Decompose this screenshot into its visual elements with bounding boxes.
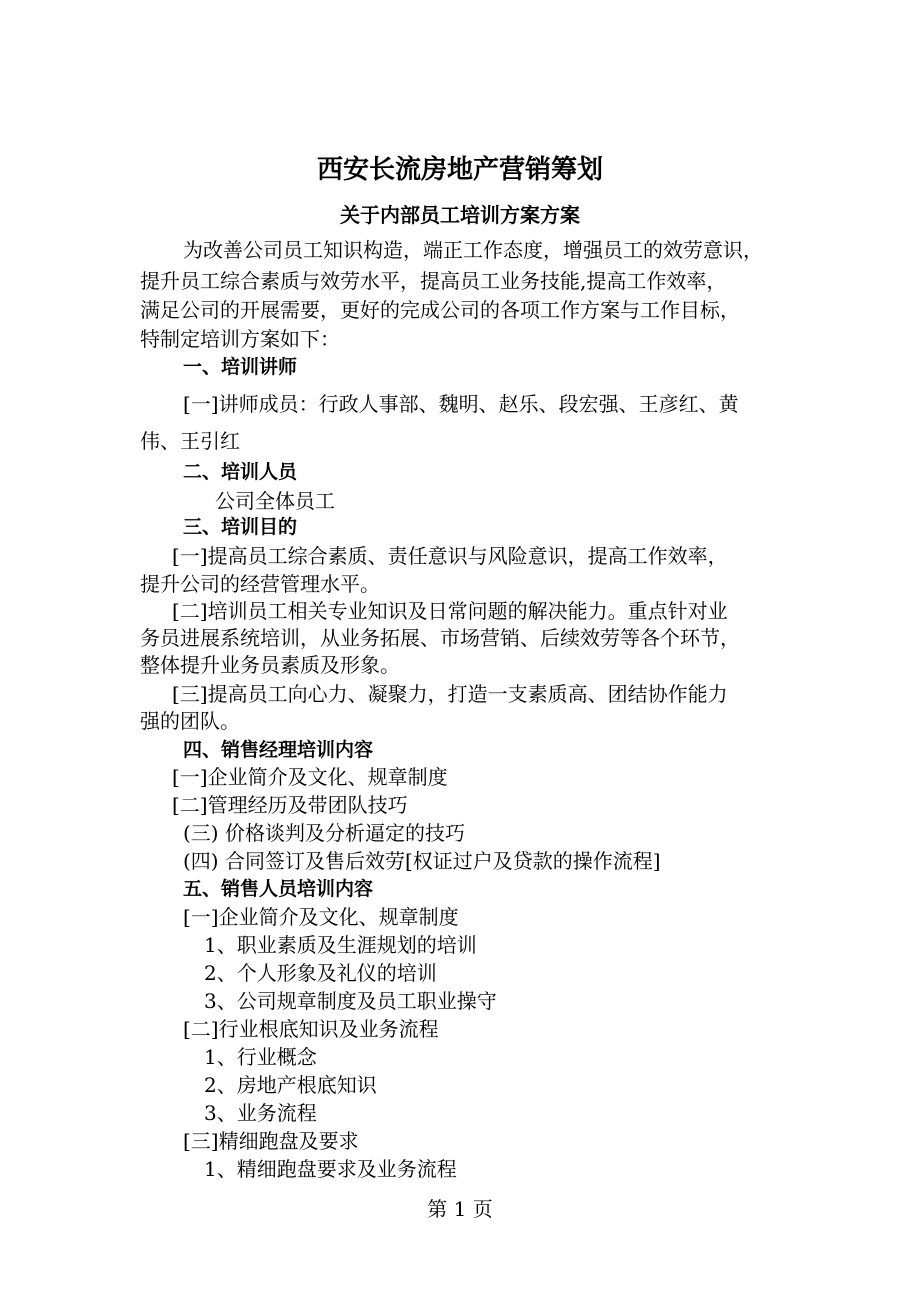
section-line: 公司全体员工 [215, 489, 335, 513]
section-line: 2、个人形象及礼仪的培训 [204, 961, 437, 985]
section-line: 强的团队。 [140, 709, 240, 733]
section-line: [三]精细跑盘及要求 [183, 1129, 359, 1153]
intro-line: 特制定培训方案如下： [140, 327, 340, 351]
document-subtitle: 关于内部员工培训方案方案 [340, 203, 580, 227]
section-heading-sales-training: 五、销售人员培训内容 [183, 878, 374, 900]
section-line: 提升公司的经营管理水平。 [140, 572, 380, 596]
section-heading-purpose: 三、培训目的 [183, 516, 298, 538]
section-line: 1、精细跑盘要求及业务流程 [204, 1157, 457, 1181]
section-line: (四) 合同签订及售后效劳[权证过户及贷款的操作流程] [183, 849, 661, 873]
section-line: [三]提高员工向心力、凝聚力，打造一支素质高、团结协作能力 [172, 682, 728, 706]
section-line: 1、职业素质及生涯规划的培训 [204, 933, 477, 957]
section-line: 3、公司规章制度及员工职业操守 [204, 989, 497, 1013]
section-line: [一]提高员工综合素质、责任意识与风险意识，提高工作效率， [172, 544, 728, 568]
intro-line: 为改善公司员工知识构造，端正工作态度，增强员工的效劳意识， [183, 238, 763, 262]
section-line: (三) 价格谈判及分析逼定的技巧 [183, 821, 465, 845]
section-heading-trainers: 一、培训讲师 [183, 356, 298, 378]
section-line: 务员进展系统培训，从业务拓展、市场营销、后续效劳等各个环节， [140, 626, 740, 650]
section-line: 整体提升业务员素质及形象。 [140, 653, 400, 677]
section-line: [一]讲师成员：行政人事部、魏明、赵乐、段宏强、王彦红、黄 [183, 392, 739, 416]
section-heading-trainees: 二、培训人员 [183, 461, 298, 483]
page-number: 第 1 页 [427, 1197, 493, 1221]
intro-line: 满足公司的开展需要，更好的完成公司的各项工作方案与工作目标， [140, 298, 740, 322]
section-line: 伟、王引红 [140, 429, 240, 453]
document-title: 西安长流房地产营销筹划 [316, 155, 603, 185]
section-line: 3、业务流程 [204, 1101, 317, 1125]
section-line: 1、行业概念 [204, 1045, 317, 1069]
intro-line: 提升员工综合素质与效劳水平，提高员工业务技能,提高工作效率， [140, 269, 727, 293]
section-line: [二]管理经历及带团队技巧 [172, 793, 408, 817]
section-line: [一]企业简介及文化、规章制度 [172, 765, 448, 789]
section-line: [二]培训员工相关专业知识及日常问题的解决能力。重点针对业 [172, 599, 728, 623]
section-line: [二]行业根底知识及业务流程 [183, 1017, 439, 1041]
section-line: 2、房地产根底知识 [204, 1073, 377, 1097]
section-heading-manager-training: 四、销售经理培训内容 [183, 739, 374, 761]
section-line: [一]企业简介及文化、规章制度 [183, 905, 459, 929]
